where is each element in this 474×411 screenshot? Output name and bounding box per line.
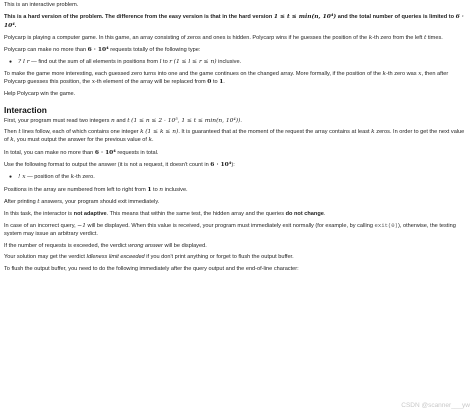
interaction-paragraph-9: If the number of requests is exceeded, the verdict wrong answer will be displayed. xyxy=(4,242,207,249)
interaction-paragraph-8: In case of an incorrect query, −1 will be displayed. When this value is received, your program must immediately exit normally (for example, by calling exit(0)), otherwise, the testing system may issue an arbitrary verdict. xyxy=(4,222,456,237)
legend-paragraph-1: Polycarp is playing a computer game. In this game, an array consisting of zeros and ones is hidden. Polycarp wins if he guesses the position of the k-th zero from the left t times. xyxy=(4,34,443,41)
legend-paragraph-3: To make the game more interesting, each guessed zero turns into one and the game continues on the changed array. More formally, if the position of the k-th zero was x, then after Polycarp guesses this position, the x-th element of the array will be replaced from 0 to 1. xyxy=(4,71,449,86)
interactive-notice-text: This is an interactive problem. xyxy=(4,2,79,8)
problem-statement xyxy=(4,2,468,278)
legend-paragraph-2: Polycarp can make no more than 6 · 10⁴ requests totally of the following type: xyxy=(4,46,201,54)
interaction-paragraph-7: In this task, the interactor is not adaptive. This means that within the same test, the hidden array and the queries do not change. xyxy=(4,210,326,217)
interaction-paragraph-11: To flush the output buffer, you need to do the following immediately after the query output and the end-of-line character: xyxy=(4,266,299,273)
interaction-paragraph-4: Use the following format to output the answer (it is not a request, it doesn't count in 6 · 10⁴): xyxy=(4,161,235,169)
interaction-paragraph-2: Then t lines follow, each of which contains one integer k (1 ≤ k ≤ n). It is guaranteed that at the moment of the request the array contains at least k zeros. In order to get the next value of k, you must output the answer for the previous value of k. xyxy=(4,129,465,143)
interaction-paragraph-5: Positions in the array are numbered from left to right from 1 to n inclusive. xyxy=(4,186,188,193)
list-item: ● ? l r — find out the sum of all elements in positions from l to r (1 ≤ l ≤ r ≤ n) inclusive. xyxy=(9,59,242,66)
bullet-icon: ● xyxy=(9,174,13,181)
list-item: ● ! x — position of the k-th zero. xyxy=(9,174,95,181)
hard-version-note: This is a hard version of the problem. The difference from the easy version is that in the hard version 1 ≤ t ≤ min(n, 10⁴) and the total number of queries is limited to 6 · 10⁴. xyxy=(4,13,464,29)
request-type-list xyxy=(4,59,468,66)
interaction-paragraph-3: In total, you can make no more than 6 · 10⁴ requests in total. xyxy=(4,148,159,156)
bullet-icon: ● xyxy=(9,59,13,66)
interaction-paragraph-6: After printing t answers, your program should exit immediately. xyxy=(4,198,160,205)
interactive-notice xyxy=(4,2,468,9)
legend-paragraph-4: Help Polycarp win the game. xyxy=(4,91,76,98)
interaction-paragraph-1: First, your program must read two integers n and t (1 ≤ n ≤ 2 · 10⁵, 1 ≤ t ≤ min(n, 10⁴)). xyxy=(4,117,242,124)
csdn-watermark: CSDN @scanner___yw xyxy=(401,401,470,409)
interaction-paragraph-10: Your solution may get the verdict Idleness limit exceeded if you don't print anything or forget to flush the output buffer. xyxy=(4,254,294,261)
answer-format-list xyxy=(4,174,468,181)
exit-code-snippet: exit(0) xyxy=(374,222,398,230)
interaction-heading: Interaction xyxy=(4,104,47,115)
